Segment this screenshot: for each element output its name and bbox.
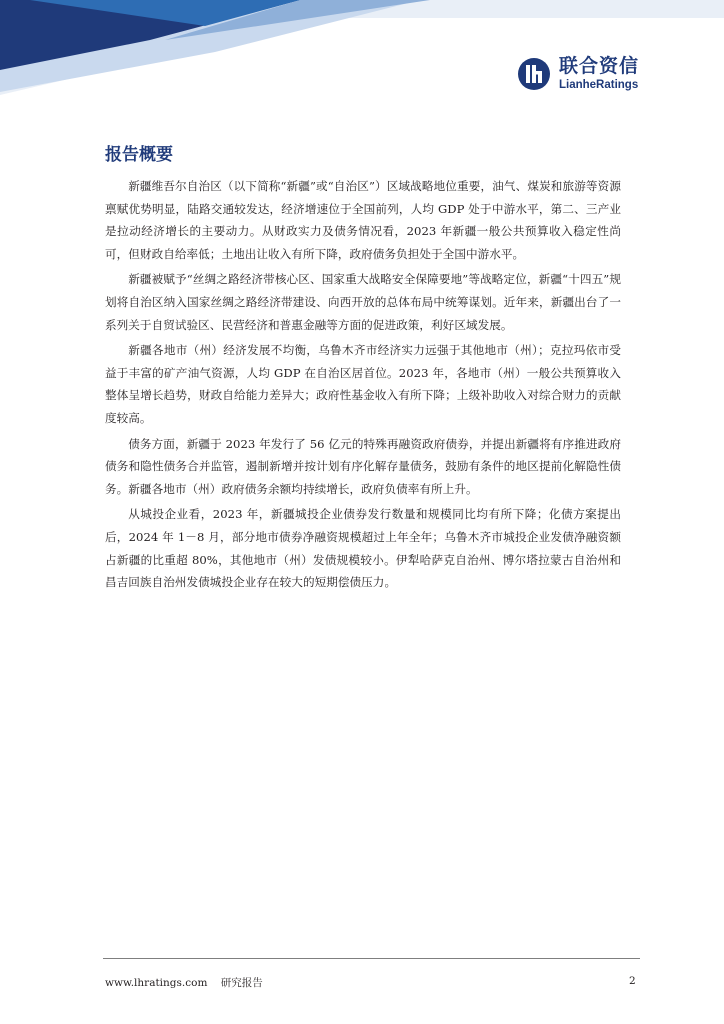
lianhe-logo-icon	[517, 57, 551, 91]
footer-divider	[103, 958, 640, 959]
footer-info	[105, 975, 263, 990]
summary-paragraph: 新疆各地市（州）经济发展不均衡，乌鲁木齐市经济实力远强于其他地市（州）；克拉玛依市受益于丰富的矿产油气资源，人均 GDP 在自治区居首位。2023 年，各地市（州）一般公共预算收入整体呈增长趋势，财政自给能力差异大；政府性基金收入有所下降；上级补助收入对综合财力的贡献度较高。	[105, 343, 621, 425]
section-title: 报告概要	[105, 145, 173, 165]
summary-paragraph: 从城投企业看，2023 年，新疆城投企业债券发行数量和规模同比均有所下降；化债方案提出后，2024 年 1－8 月，部分地市债券净融资规模超过上年全年；乌鲁木齐市城投企业发债净融资额占新疆的比重超 80%，其他地市（州）发债规模较小。伊犁哈萨克自治州、博尔塔拉蒙古自治州和昌吉回族自治州发债城投企业存在较大的短期偿债压力。	[105, 507, 621, 590]
brand-name-cn: 联合资信	[559, 54, 640, 77]
summary-paragraph: 新疆维吾尔自治区（以下简称“新疆”或“自治区”）区域战略地位重要，油气、煤炭和旅游等资源禀赋优势明显，陆路交通较发达，经济增速位于全国前列，人均 GDP 处于中游水平，第二、三产业是拉动经济增长的主要动力。从财政实力及债务情况看，2023 年新疆一般公共预算收入稳定性尚可，但财政自给率低；土地出让收入有所下降，政府债务负担处于全国中游水平。	[105, 179, 621, 261]
summary-paragraph: 新疆被赋予“丝绸之路经济带核心区、国家重大战略安全保障要地”等战略定位，新疆“十四五”规划将自治区纳入国家丝绸之路经济带建设、向西开放的总体布局中统筹谋划。近年来，新疆出台了一系列关于自贸试验区、民营经济和普惠金融等方面的促进政策，利好区域发展。	[105, 272, 621, 332]
brand-logo	[517, 53, 639, 95]
page-number: 2	[629, 975, 636, 987]
brand-name-en: LianheRatings	[559, 78, 639, 91]
footer-doc-type: 研究报告	[220, 977, 263, 989]
footer-website: www.lhratings.com	[105, 977, 208, 989]
report-summary-body	[105, 175, 621, 594]
summary-paragraph: 债务方面，新疆于 2023 年发行了 56 亿元的特殊再融资政府债券，并提出新疆将有序推进政府债务和隐性债务合并监管，遏制新增并按计划有序化解存量债务，鼓励有条件的地区提前化解隐性债务。新疆各地市（州）政府债务余额均持续增长，政府负债率有所上升。	[105, 436, 621, 496]
